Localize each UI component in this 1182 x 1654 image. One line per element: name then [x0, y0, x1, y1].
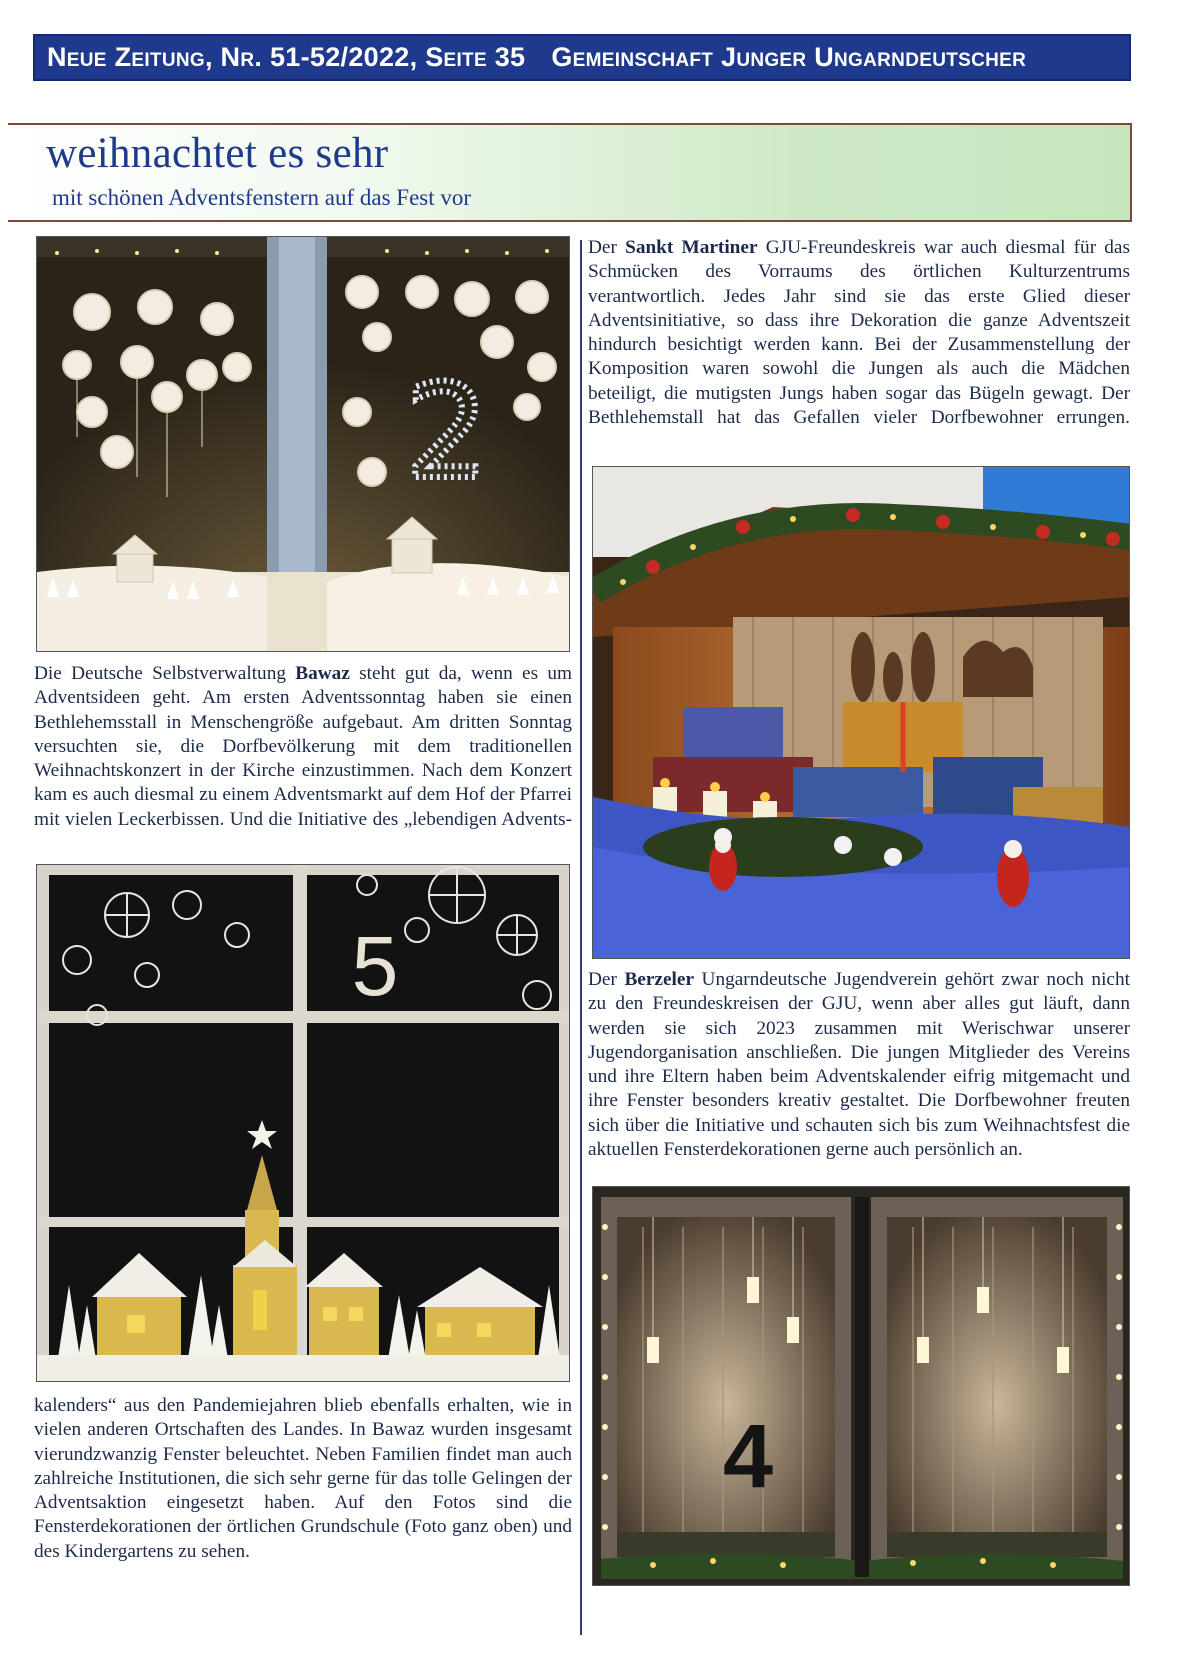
headline-band	[8, 123, 1132, 222]
window-number-5: 5	[351, 919, 399, 1013]
photo-kindergarten-window	[36, 864, 570, 1382]
masthead-bar	[33, 34, 1131, 81]
school-window-image	[37, 237, 570, 652]
photo-school-window	[36, 236, 570, 652]
article-bawaz-part2: kalenders“ aus den Pandemiejahren blieb ebenfalls erhalten, wie in vielen anderen Ortschaften des Landes. In Bawaz wurden insgesamt vierundzwanzig Fenster beleuchtet. Neben Familien findet man auch zahlreiche Institutionen, die sich sehr gerne für das tolle Gelingen der Adventsaktion eingesetzt haben. Auf den Fotos sind die Fensterdekorationen der örtlichen Grundschule (Foto ganz oben) und des Kindergartens zu sehen.	[34, 1395, 572, 1562]
article-bawaz-part1: Die Deutsche Selbstverwaltung Bawaz steht gut da, wenn es um Adventsideen geht. Am ersten Adventssonntag haben sie einen Bethlehemsstall in Menschengröße aufgebaut. Am dritten Sonntag versuchten sie, die Dorfbevölkerung mit dem traditionellen Weihnachtskonzert in der Kirche einzustimmen. Nach dem Konzert kam es auch diesmal zu einem Adventsmarkt auf dem Hof der Pfarrei mit vielen Leckerbissen. Und die Initiative des „lebendigen Advents-	[34, 663, 572, 830]
masthead-issue: Neue Zeitung, Nr. 51-52/2022, Seite 35	[47, 42, 526, 72]
berzel-window-image	[593, 1187, 1130, 1586]
masthead-section: Gemeinschaft Junger Ungarndeutscher	[551, 42, 1027, 72]
place-berzel: Berzeler	[624, 969, 695, 990]
article-berzel: Der Berzeler Ungarndeutsche Jugendverein gehört zwar noch nicht zu den Freundeskreisen der GJU, wenn aber alles gut läuft, dann werden sie sich 2023 zusammen mit Werischwar unserer Jugendorganisation anschließen. Die jungen Mitglieder des Vereins und ihre Eltern haben beim Adventskalender eifrig mitgemacht und ihre Fenster besonders kreativ gestaltet. Die Dorfbewohner freuten sich über die Initiative und schauten sich bis zum Weihnachtsfest die aktuellen Fensterdekorationen gerne auch persönlich an.	[588, 969, 1130, 1161]
article-sankt-martin: Der Sankt Martiner GJU-Freundeskreis war auch diesmal für das Schmücken des Vorraums des örtlichen Kulturzentrums verantwortlich. Jedes Jahr sind sie das erste Glied dieser Adventsinitiative, so dass ihre Dekoration die ganze Adventszeit hindurch besichtigt werden kann. Bei der Zusammenstellung der Komposition waren sowohl die Jungen als auch die Mädchen beteiligt, die mutigsten Jungs haben sogar das Bügeln gewagt. Der Bethlehemstall hat das Gefallen vieler Dorfbewohner errungen.	[588, 237, 1130, 429]
headline: weihnachtet es sehr	[46, 130, 389, 177]
column-divider	[580, 240, 582, 1635]
bethlehem-stable-image	[593, 467, 1130, 959]
window-number-4: 4	[722, 1407, 774, 1507]
window-number-2: 2	[405, 356, 489, 508]
photo-berzel-window	[592, 1186, 1130, 1586]
place-sankt-martin: Sankt Martiner	[625, 237, 758, 258]
subheadline: mit schönen Adventsfenstern auf das Fest vor	[52, 185, 472, 210]
place-bawaz: Bawaz	[295, 663, 350, 684]
kindergarten-window-image	[37, 865, 570, 1382]
photo-bethlehem-stable	[592, 466, 1130, 959]
